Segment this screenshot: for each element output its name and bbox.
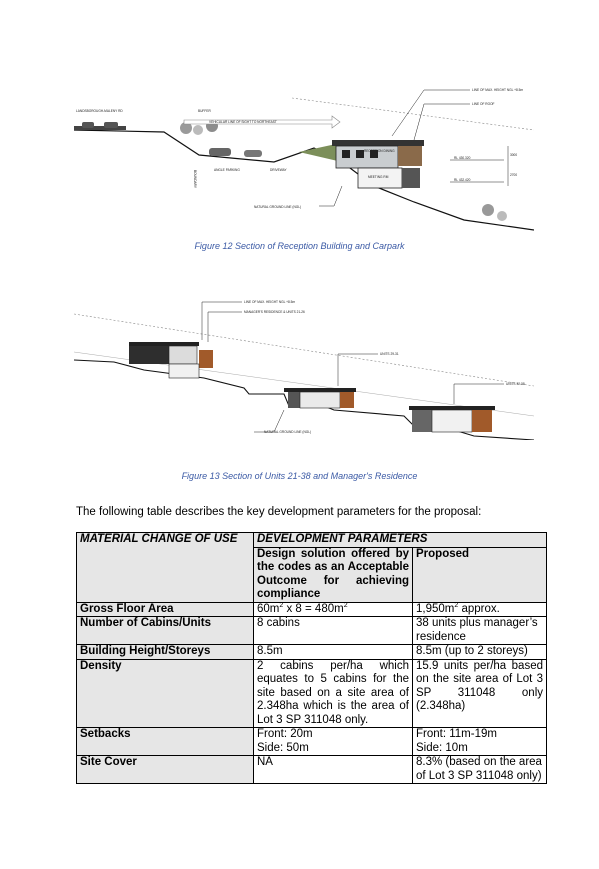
label-rl-lower: RL 432.420 bbox=[454, 178, 471, 182]
row-param: Setbacks bbox=[77, 728, 254, 756]
row-design-value: 2 cabins per/ha which equates to 5 cabins for the site based on a site area of 2.348ha which is the area of Lot 3 SP 311048 only. bbox=[254, 659, 413, 728]
table-row bbox=[77, 645, 547, 660]
label-dim-lower: 2700 bbox=[510, 173, 518, 177]
figure-13-section-drawing bbox=[74, 290, 534, 440]
table-row bbox=[77, 728, 547, 756]
row-proposed-value: 8.3% (based on the area of Lot 3 SP 311048 only) bbox=[413, 756, 547, 784]
setback-front-proposed: Front: 11m-19m bbox=[416, 728, 497, 740]
table-row bbox=[77, 756, 547, 784]
figure-12-section-drawing bbox=[74, 70, 534, 240]
label-sightline: VEHICULAR LINE OF SIGHT TO NORTHEAST bbox=[209, 120, 277, 124]
row-design-value: NA bbox=[254, 756, 413, 784]
setback-front-design: Front: 20m bbox=[257, 728, 313, 740]
setback-side-design: Side: 50m bbox=[257, 741, 309, 754]
header-material-change: MATERIAL CHANGE OF USE bbox=[77, 533, 254, 603]
header-proposed: Proposed bbox=[413, 547, 547, 602]
row-param: Building Height/Storeys bbox=[77, 645, 254, 660]
label-boundary: BOUNDARY bbox=[193, 170, 197, 189]
header-design-solution: Design solution offered by the codes as an Acceptable Outcome for achieving compliance bbox=[254, 547, 413, 602]
row-design-value: 8 cabins bbox=[254, 617, 413, 645]
row-proposed-value: 38 units plus manager’s residence bbox=[413, 617, 547, 645]
figure-13-caption: Figure 13 Section of Units 21-38 and Manager's Residence bbox=[181, 471, 418, 481]
label-dim-upper: 3000 bbox=[510, 153, 518, 157]
row-param: Gross Floor Area bbox=[77, 602, 254, 617]
label-ngl: NATURAL GROUND LINE (NGL) bbox=[254, 205, 302, 209]
gfa-design-cell: $60m^2$ x $8 = 480m^2$ bbox=[254, 602, 413, 617]
development-parameters-table bbox=[76, 532, 547, 784]
label-rl-upper: RL 430.320 bbox=[454, 156, 471, 160]
intro-paragraph: The following table describes the key development parameters for the proposal: bbox=[76, 506, 482, 518]
gfa-proposed-cell: $1,950m^2$ approx. bbox=[413, 602, 547, 617]
table-row bbox=[77, 659, 547, 728]
row-proposed-value: 15.9 units per/ha based on the site area of Lot 3 SP 311048 only (2.348ha) bbox=[413, 659, 547, 728]
row-param: Site Cover bbox=[77, 756, 254, 784]
label-angle-parking: ANGLE PARKING bbox=[214, 168, 240, 172]
setback-side-proposed: Side: 10m bbox=[416, 741, 468, 754]
label-roof: LINE OF ROOF bbox=[472, 102, 495, 106]
label-meeting: MEETING RM bbox=[368, 175, 389, 179]
row-proposed-value bbox=[413, 728, 547, 756]
label-reception: RECEPTION DINING bbox=[364, 149, 395, 153]
label-buffer: BUFFER bbox=[198, 109, 211, 113]
label-units-right: UNITS 32-38 bbox=[506, 382, 525, 386]
table-row bbox=[77, 617, 547, 645]
label-driveway: DRIVEWAY bbox=[270, 168, 287, 172]
figure-12-caption: Figure 12 Section of Reception Building and Carpark bbox=[194, 241, 405, 251]
label-max-height-13: LINE OF MAX. HEIGHT NGL +8.5m bbox=[244, 300, 296, 304]
header-development-parameters: DEVELOPMENT PARAMETERS bbox=[254, 533, 547, 548]
row-param: Density bbox=[77, 659, 254, 728]
label-ngl-13: NATURAL GROUND LINE (NGL) bbox=[264, 430, 312, 434]
label-managers: MANAGER'S RESIDENCE & UNITS 21-26 bbox=[244, 310, 305, 314]
table-row bbox=[77, 602, 547, 617]
label-units-mid: UNITS 29-31 bbox=[380, 352, 399, 356]
row-design-value: 8.5m bbox=[254, 645, 413, 660]
row-design-value bbox=[254, 728, 413, 756]
label-road: LANDSBOROUGH-MALENY RD bbox=[76, 109, 123, 113]
table-header-row bbox=[77, 533, 547, 548]
row-proposed-value: 8.5m (up to 2 storeys) bbox=[413, 645, 547, 660]
row-param: Number of Cabins/Units bbox=[77, 617, 254, 645]
label-max-height: LINE OF MAX. HEIGHT NGL +8.5m bbox=[472, 88, 524, 92]
